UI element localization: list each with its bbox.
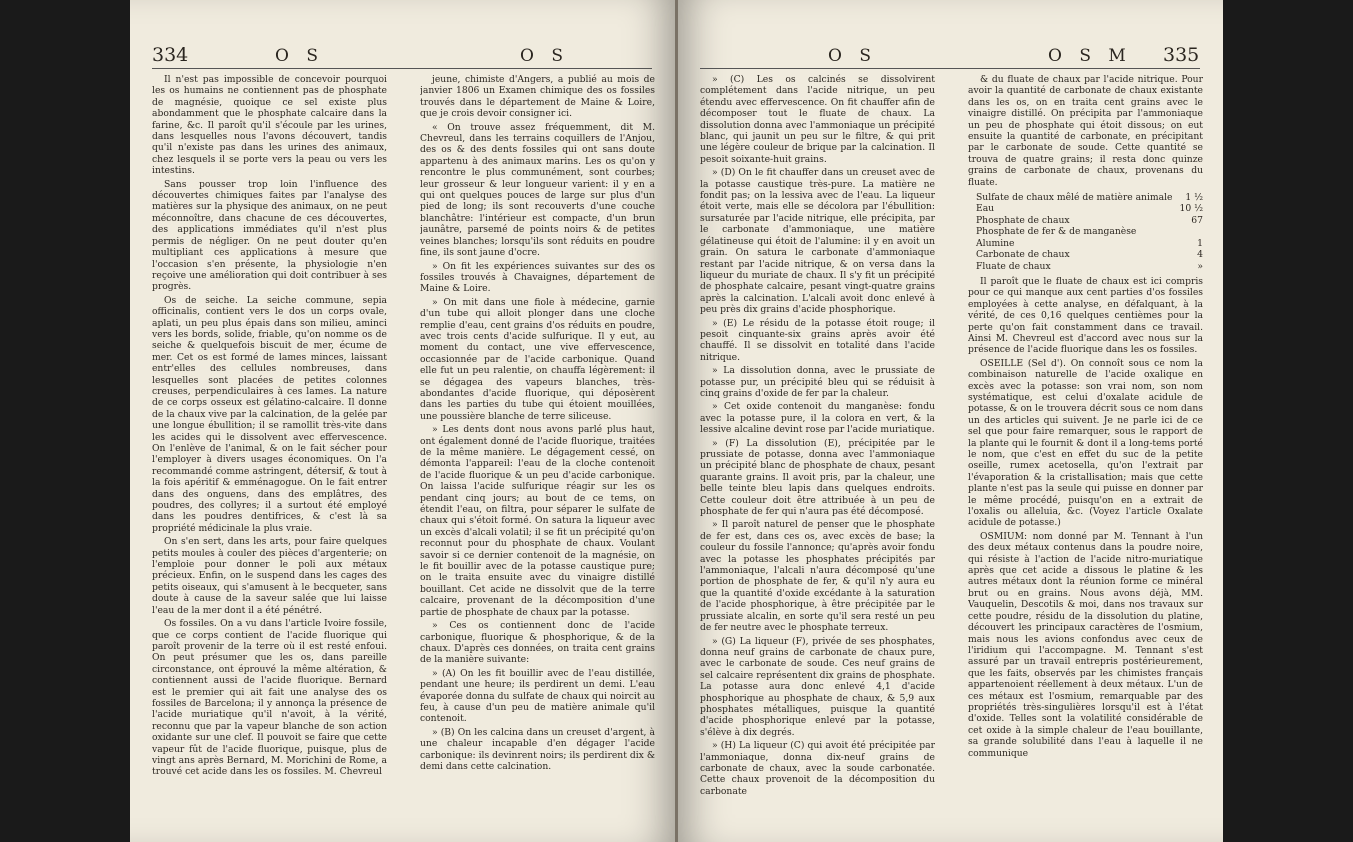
paragraph: « On trouve assez fréquemment, dit M. Chevreul, dans les terrains coquillers de l'Anjou, des os & des dents fossiles qui ont sans doute appartenu à des animaux marins. Les os qu'on y rencontre le plus communément, sont courbes; leur grosseur & leur longueur varient: il y en a qui ont quelques pouces de large sur plus d'un pied de long; ils sont recouverts d'une couche blanchâtre: l'intérieur est compacte, d'un brun jaunâtre, parsemé de points noirs & de petites veines blanches; lorsqu'ils sont réduits en poudre fine, ils sont jaune d'ocre.	[420, 121, 655, 259]
table-row: Carbonate de chaux 4	[976, 249, 1203, 261]
paragraph: » Cet oxide contenoit du manganèse: fondu avec la potasse pure, il la colora en vert, & la lessive alcaline devint rose par l'acide muriatique.	[700, 401, 935, 436]
page-number: 334	[152, 44, 189, 66]
table-row: Sulfate de chaux mêlé de matière animale 1 ½	[976, 192, 1203, 204]
running-header: O S	[275, 46, 324, 66]
paragraph: jeune, chimiste d'Angers, a publié au mois de janvier 1806 un Examen chimique des os fossiles trouvés dans le département de Maine & Loire, que je crois devoir consigner ici.	[420, 74, 655, 120]
paragraph: » (E) Le résidu de la potasse étoit rouge; il pesoit cinquante-six grains après avoir été chauffé. Il se dissolvit en totalité dans l'acide nitrique.	[700, 317, 935, 363]
paragraph: » (D) On le fit chauffer dans un creuset avec de la potasse caustique très-pure. La matière ne fondit pas; on la lessiva avec de l'eau. La liqueur étoit verte, mais elle se décolora par l'ébullition: sursaturée par l'acide nitrique, elle précipita, par le carbonate d'ammoniaque, une matière gélatineuse qui étoit de l'alumine: il y en avoit un grain. On satura le carbonate d'ammoniaque restant par l'acide nitrique, & on versa dans la liqueur du muriate de chaux. Il s'y fit un précipité de phosphate calcaire, pesant vingt-quatre grains après la calcination. L'alcali avoit donc enlevé à peu près dix grains d'acide phosphorique.	[700, 167, 935, 316]
right-page	[678, 0, 1223, 842]
paragraph: & du fluate de chaux par l'acide nitrique. Pour avoir la quantité de carbonate de chaux existante dans les os, on en traita cent grains avec le vinaigre distillé. On précipita par l'ammoniaque un peu de phosphate qui étoit dissous; on eut ensuite la quantité de carbonate, en précipitant par le carbonate de soude. Cette quantité se trouva de quatre grains; il resta donc quinze grains de carbonate de chaux, provenans du fluate.	[968, 74, 1203, 188]
paragraph: On s'en sert, dans les arts, pour faire quelques petits moules à couler des pièces d'argenterie; on l'emploie pour donner le poli aux métaux précieux. Enfin, on le suspend dans les cages des petits oiseaux, qui s'amusent à le becqueter, sans doute à cause de la saveur salée que lui laisse l'eau de la mer dont il a été pénétré.	[152, 536, 387, 616]
paragraph: Os de seiche. La seiche commune, sepia officinalis, contient vers le dos un corps ovale, aplati, un peu plus épais dans son milieu, aminci vers les bords, solide, friable, qu'on nomme os de seiche & quelquefois biscuit de mer, écume de mer. Cet os est formé de lames minces, laissant entr'elles des cellules nombreuses, dans lesquelles sont placées de petites colonnes creuses, perpendiculaires à ces lames. La nature de ce corps osseux est gélatino-calcaire. Il donne de la chaux vive par la calcination, de la gelée par une longue ébullition; il se ramollit très-vite dans les acides qui le dissolvent avec effervescence. On l'enlève de l'animal, & on le fait sécher pour l'employer à divers usages économiques. On l'a recommandé comme astringent, détersif, & tout à la fois apéritif & emménagogue. On le fait entrer dans des onguens, dans des emplâtres, des poudres, des collyres; il a surtout été employé dans les poudres dentifrices, & c'est là sa propriété médicinale la plus vraie.	[152, 294, 387, 534]
paragraph: » On mit dans une fiole à médecine, garnie d'un tube qui alloit plonger dans une cloche remplie d'eau, cent grains d'os réduits en poudre, avec trois cents d'acide sulfurique. Il y eut, au moment du contact, une vive effervescence, occasionnée par de l'acide carbonique. Quand elle fut un peu ralentie, on chauffa légèrement: il se dégagea des vapeurs blanches, très-abondantes d'acide fluorique, qui déposèrent dans les parties du tube qui étoient mouillées, une poussière blanche de terre siliceuse.	[420, 296, 655, 422]
paragraph: » (H) La liqueur (C) qui avoit été précipitée par l'ammoniaque, donna dix-neuf grains de carbonate de chaux, avec la soude carbonatée. Cette chaux provenoit de la décomposition du carbonate	[700, 740, 935, 797]
paragraph: » (C) Les os calcinés se dissolvirent complétement dans l'acide nitrique, un peu étendu avec effervescence. On fit chauffer afin de décomposer tout le fluate de chaux. La dissolution donna avec l'ammoniaque un précipité blanc, qui jaunit un peu sur le filtre, & qui prit une légère couleur de brique par la calcination. Il pesoit soixante-huit grains.	[700, 74, 935, 165]
paragraph: Os fossiles. On a vu dans l'article Ivoire fossile, que ce corps contient de l'acide fluorique qui paroît provenir de la terre où il est resté enfoui. On peut présumer que les os, dans pareille circonstance, ont éprouvé la même altération, & contiennent aussi de l'acide fluorique. Bernard est le premier qui ait fait une analyse des os fossiles de Barcelona; il y annonça la présence de l'acide muriatique qu'il n'avoit, à la vérité, reconnu que par la vapeur blanche de son action oxidante sur une clef. Il pouvoit se faire que cette vapeur fût de l'acide fluorique, puisque, plus de vingt ans après Bernard, M. Morichini de Rome, a trouvé cet acide dans les os fossiles. M. Chevreul	[152, 618, 387, 778]
paragraph: » Il paroît naturel de penser que le phosphate de fer est, dans ces os, avec excès de base; la couleur du fossile l'annonce; qu'après avoir fondu avec la potasse les phosphates précipités par l'ammoniaque, l'alcali n'aura décomposé qu'une portion de phosphate de fer, & qu'il n'y aura eu que la quantité d'oxide excédante à la saturation de l'acide phosphorique, à être précipitée par le prussiate alcalin, en sorte qu'il sera resté un peu de fer neutre avec le phosphate terreux.	[700, 519, 935, 634]
paragraph: » Les dents dont nous avons parlé plus haut, ont également donné de l'acide fluorique, traitées de la même manière. Le dégagement cessé, on démonta l'appareil: l'eau de la cloche contenoit de l'acide fluorique & un peu d'acide carbonique. On laissa l'acide sulfurique réagir sur les os pendant cinq jours; au bout de ce tems, on étendit l'eau, on filtra, pour séparer le sulfate de chaux qui s'étoit formé. On satura la liqueur avec un excès d'alcali volatil; il se fit un précipité qu'on reconnut pour du phosphate de chaux. Voulant savoir si ce dernier contenoit de la magnésie, on le fit bouillir avec de la potasse caustique pure; on le traita ensuite avec du vinaigre distillé bouillant. Cet acide ne dissolvit que de la terre calcaire, provenant de la décomposition d'une partie de phosphate de chaux par la potasse.	[420, 424, 655, 618]
table-row: Eau 10 ½	[976, 203, 1203, 215]
paragraph: » Ces os contiennent donc de l'acide carbonique, fluorique & phosphorique, & de la chaux. D'après ces données, on traita cent grains de la manière suivante:	[420, 620, 655, 666]
paragraph: Il n'est pas impossible de concevoir pourquoi les os humains ne contiennent pas de phosphate de magnésie, quoique ce sel existe plus abondamment que le phosphate calcaire dans la farine, &c. Il paroît qu'il s'écoule par les urines, dans lesquelles nous l'avons découvert, tandis qu'il n'existe pas dans les urines des animaux, chez lesquels il se porte vers la peau ou vers les intestins.	[152, 74, 387, 177]
paragraph: Sans pousser trop loin l'influence des découvertes chimiques faites par l'analyse des matières sur la physique des animaux, on ne peut méconnoître, dans chacune de ces découvertes, des applications immédiates qu'il n'est plus permis de négliger. On ne peut douter qu'en multipliant ces applications à mesure que l'occasion s'en présente, la physiologie n'en reçoive une amélioration qui doit contribuer à ses progrès.	[152, 178, 387, 293]
running-header: O S	[828, 46, 877, 66]
text-column-2	[968, 74, 1203, 824]
paragraph: » (A) On les fit bouillir avec de l'eau distillée, pendant une heure; ils perdirent un demi. L'eau évaporée donna du sulfate de chaux qui noircit au feu, à cause d'un peu de matière animale qu'il contenoit.	[420, 667, 655, 725]
running-header: O S	[520, 46, 569, 66]
header-rule	[700, 68, 1200, 69]
paragraph: Il paroît que le fluate de chaux est ici compris pour ce qui manque aux cent parties d'os fossiles employées à cette analyse, en défalquant, à la vérité, de ces 0,16 quelques centièmes pour la perte qu'on fait constamment dans ce travail. Ainsi M. Chevreul est d'accord avec nous sur la présence de l'acide fluorique dans les os fossiles.	[968, 275, 1203, 356]
paragraph: » La dissolution donna, avec le prussiate de potasse pur, un précipité bleu qui se réduisit à cinq grains d'oxide de fer par la chaleur.	[700, 365, 935, 399]
running-header: O S M	[1048, 46, 1132, 66]
paragraph: » (G) La liqueur (F), privée de ses phosphates, donna neuf grains de carbonate de chaux pure, avec le carbonate de soude. Ces neuf grains de sel calcaire représentent dix grains de phosphate. La potasse aura donc enlevé 4,1 d'acide phosphorique au phosphate de chaux, & 5,9 aux phosphates métalliques, puisque la quantité d'acide phosphorique enlevé par la potasse, s'élève à dix degrés.	[700, 635, 935, 738]
paragraph: OSEILLE (Sel d'). On connoît sous ce nom la combinaison naturelle de l'acide oxalique en excès avec la potasse: son vrai nom, son nom systématique, est celui d'oxalate acidule de potasse, & on le trouvera décrit sous ce nom dans un des articles qui suivent. Je ne parle ici de ce sel que pour faire remarquer, sous le rapport de la plante qui le fournit & dont il a long-tems porté le nom, que c'est en effet du suc de la petite oseille, rumex acetosella, qu'on l'extrait par l'évaporation & la cristallisation; mais que cette plante n'est pas la seule qui puisse en donner par le même procédé, puisqu'on en a extrait de l'oxalis ou alleluia, &c. (Voyez l'article Oxalate acidule de potasse.)	[968, 357, 1203, 529]
page-number: 335	[1163, 44, 1200, 66]
table-row: Phosphate de fer & de manganèse	[976, 226, 1137, 238]
text-column-1	[700, 74, 935, 824]
paragraph: » (F) La dissolution (E), précipitée par le prussiate de potasse, donna avec l'ammoniaque un précipité blanc de phosphate de chaux, pesant quarante grains. Il avoit pris, par la chaleur, une belle teinte bleu lapis dans quelques endroits. Cette couleur doit être attribuée à un peu de phosphate de fer qui n'aura pas été décomposé.	[700, 437, 935, 518]
paragraph: OSMIUM: nom donné par M. Tennant à l'un des deux métaux contenus dans la poudre noire, qui résiste à l'action de l'acide nitro-muriatique après que cet acide a dissous le platine & les autres métaux dont la réunion forme ce minéral brut ou en grains. Nous avons déjà, MM. Vauquelin, Descotils & moi, dans nos travaux sur cette poudre, résidu de la dissolution du platine, découvert les principaux caractères de l'osmium, mais nous les avions confondus avec ceux de l'iridium qui l'accompagne. M. Tennant s'est assuré par un travail entrepris postérieurement, que les faits, observés par les chimistes français appartenoient réellement à deux métaux. L'un de ces métaux est l'osmium, remarquable par des propriétés très-singulières lorsqu'il est à l'état d'oxide. Telles sont la volatilité considérable de cet oxide à la simple chaleur de l'eau bouillante, sa grande solubilité dans l'eau à laquelle il ne communique	[968, 530, 1203, 759]
analysis-table	[976, 192, 1203, 272]
table-row: Fluate de chaux »	[976, 260, 1203, 272]
paragraph: » On fit les expériences suivantes sur des os fossiles trouvés à Chavaignes, département de Maine & Loire.	[420, 260, 655, 295]
text-column-2	[420, 74, 655, 824]
paragraph: » (B) On les calcina dans un creuset d'argent, à une chaleur incapable d'en dégager l'acide carbonique: ils devinrent noirs; ils perdirent dix & demi dans cette calcination.	[420, 726, 655, 772]
table-row: Alumine 1	[976, 237, 1203, 249]
table-row: Phosphate de chaux 67	[976, 214, 1203, 226]
header-rule	[152, 68, 652, 69]
left-page	[130, 0, 675, 842]
text-column-1	[152, 74, 387, 824]
